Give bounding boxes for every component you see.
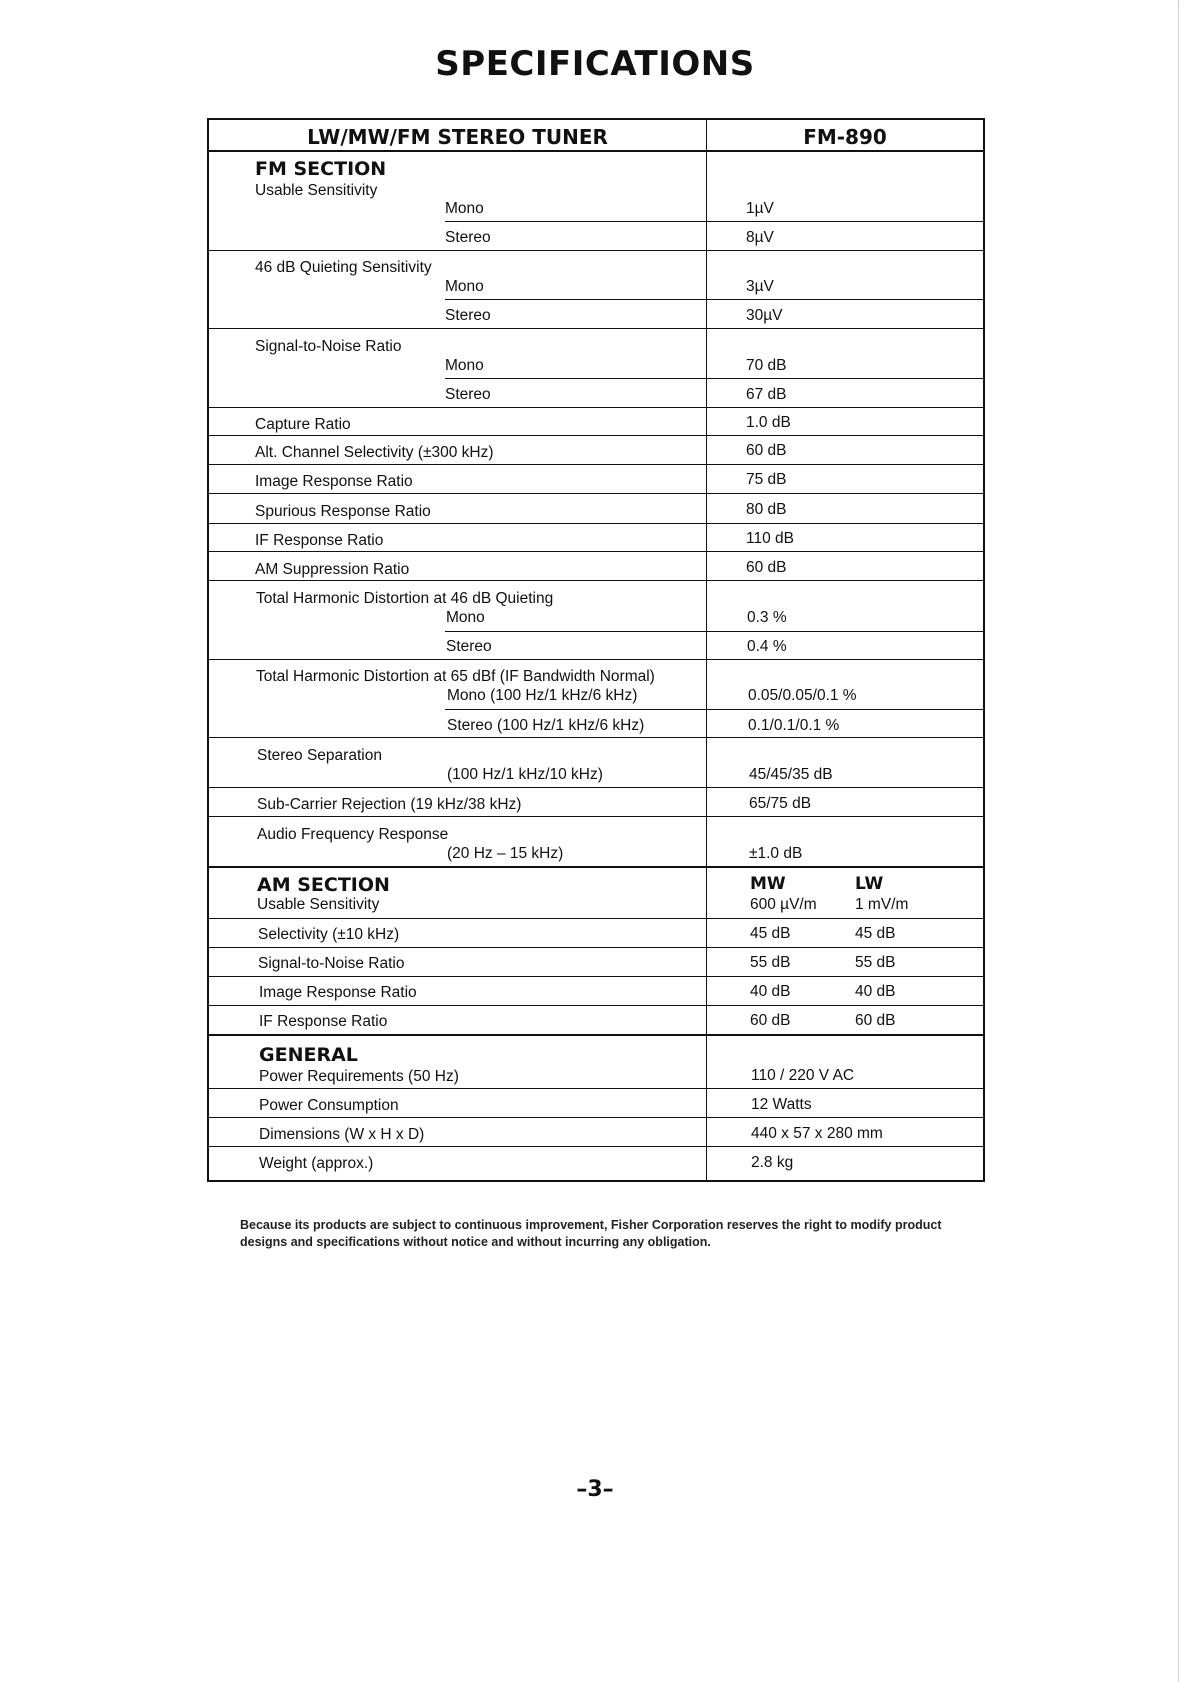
page-title: SPECIFICATIONS xyxy=(435,44,755,84)
am-usable-sensitivity-lw: 1 mV/m xyxy=(855,896,909,913)
fm-thd65-mono-value: 0.05/0.05/0.1 % xyxy=(748,687,857,704)
am-usable-sensitivity-mw: 600 µV/m xyxy=(750,896,817,913)
fm-quieting-label: 46 dB Quieting Sensitivity xyxy=(255,259,432,276)
fm-usable-sensitivity-stereo-value: 8µV xyxy=(746,229,774,246)
row-rule xyxy=(209,1146,983,1147)
header-rule xyxy=(209,150,983,152)
row-rule xyxy=(209,250,983,251)
fm-image-response-label: Image Response Ratio xyxy=(255,473,413,490)
row-rule xyxy=(209,1117,983,1118)
general-power-req-value: 110 / 220 V AC xyxy=(751,1067,855,1084)
fm-usable-sensitivity-mono-label: Mono xyxy=(445,200,484,217)
am-selectivity-label: Selectivity (±10 kHz) xyxy=(258,926,400,943)
fm-spurious-label: Spurious Response Ratio xyxy=(255,503,431,520)
row-rule xyxy=(209,407,983,408)
fm-separation-value: 45/45/35 dB xyxy=(749,766,833,783)
section-rule xyxy=(209,1034,983,1036)
am-snr-label: Signal-to-Noise Ratio xyxy=(258,955,405,972)
fm-freq-response-sub-label: (20 Hz – 15 kHz) xyxy=(447,845,564,862)
general-power-cons-value: 12 Watts xyxy=(751,1096,812,1113)
row-rule xyxy=(209,1088,983,1089)
general-section-heading: GENERAL xyxy=(259,1044,358,1066)
am-selectivity-lw: 45 dB xyxy=(855,925,896,942)
section-rule xyxy=(209,866,983,868)
am-lw-heading: LW xyxy=(855,874,884,894)
fm-thd46-stereo-label: Stereo xyxy=(446,638,492,655)
row-rule xyxy=(209,435,983,436)
fm-am-suppression-value: 60 dB xyxy=(746,559,787,576)
fm-thd65-stereo-label: Stereo (100 Hz/1 kHz/6 kHz) xyxy=(447,717,645,734)
row-rule xyxy=(445,709,983,710)
fm-quieting-stereo-label: Stereo xyxy=(445,307,491,324)
fm-freq-response-label: Audio Frequency Response xyxy=(257,826,449,843)
fm-quieting-mono-value: 3µV xyxy=(746,278,774,295)
row-rule xyxy=(209,816,983,817)
footnote: Because its products are subject to continuous improvement, Fisher Corporation reserves the right to modify product designs and specifications without notice and without incurring any obligation. xyxy=(240,1218,942,1249)
fm-subcarrier-label: Sub-Carrier Rejection (19 kHz/38 kHz) xyxy=(257,796,522,813)
page-edge-line xyxy=(1178,0,1179,1682)
row-rule xyxy=(209,523,983,524)
row-rule xyxy=(209,551,983,552)
row-rule xyxy=(445,221,983,222)
fm-alt-channel-label: Alt. Channel Selectivity (±300 kHz) xyxy=(255,444,494,461)
general-power-cons-label: Power Consumption xyxy=(259,1097,399,1114)
fm-usable-sensitivity-label: Usable Sensitivity xyxy=(255,182,378,199)
fm-if-response-label: IF Response Ratio xyxy=(255,532,384,549)
fm-snr-mono-label: Mono xyxy=(445,357,484,374)
fm-thd65-mono-label: Mono (100 Hz/1 kHz/6 kHz) xyxy=(447,687,638,704)
fm-snr-stereo-label: Stereo xyxy=(445,386,491,403)
fm-section-heading: FM SECTION xyxy=(255,158,387,180)
page-number: –3– xyxy=(576,1477,614,1502)
fm-quieting-mono-label: Mono xyxy=(445,278,484,295)
fm-thd65-label: Total Harmonic Distortion at 65 dBf (IF Bandwidth Normal) xyxy=(256,668,655,685)
row-rule xyxy=(445,631,983,632)
fm-thd46-mono-value: 0.3 % xyxy=(747,609,787,626)
fm-image-response-value: 75 dB xyxy=(746,471,787,488)
fm-snr-stereo-value: 67 dB xyxy=(746,386,787,403)
row-rule xyxy=(209,976,983,977)
row-rule xyxy=(209,787,983,788)
am-if-response-label: IF Response Ratio xyxy=(259,1013,388,1030)
fm-usable-sensitivity-stereo-label: Stereo xyxy=(445,229,491,246)
fm-snr-mono-value: 70 dB xyxy=(746,357,787,374)
model-header: FM-890 xyxy=(803,125,887,149)
fm-separation-sub-label: (100 Hz/1 kHz/10 kHz) xyxy=(447,766,603,783)
fm-thd65-stereo-value: 0.1/0.1/0.1 % xyxy=(748,717,840,734)
am-if-response-mw: 60 dB xyxy=(750,1012,791,1029)
general-dimensions-value: 440 x 57 x 280 mm xyxy=(751,1125,883,1142)
row-rule xyxy=(209,1005,983,1006)
row-rule xyxy=(209,464,983,465)
spec-table xyxy=(207,118,985,1182)
general-power-req-label: Power Requirements (50 Hz) xyxy=(259,1068,459,1085)
am-image-response-mw: 40 dB xyxy=(750,983,791,1000)
am-snr-lw: 55 dB xyxy=(855,954,896,971)
am-usable-sensitivity-label: Usable Sensitivity xyxy=(257,896,380,913)
fm-thd46-mono-label: Mono xyxy=(446,609,485,626)
fm-am-suppression-label: AM Suppression Ratio xyxy=(255,561,410,578)
fm-alt-channel-value: 60 dB xyxy=(746,442,787,459)
fm-capture-label: Capture Ratio xyxy=(255,416,351,433)
general-dimensions-label: Dimensions (W x H x D) xyxy=(259,1126,425,1143)
am-selectivity-mw: 45 dB xyxy=(750,925,791,942)
fm-thd46-stereo-value: 0.4 % xyxy=(747,638,787,655)
product-header: LW/MW/FM STEREO TUNER xyxy=(307,125,608,149)
fm-snr-label: Signal-to-Noise Ratio xyxy=(255,338,402,355)
general-weight-label: Weight (approx.) xyxy=(259,1155,374,1172)
fm-quieting-stereo-value: 30µV xyxy=(746,307,783,324)
am-image-response-lw: 40 dB xyxy=(855,983,896,1000)
am-snr-mw: 55 dB xyxy=(750,954,791,971)
row-rule xyxy=(445,299,983,300)
fm-freq-response-value: ±1.0 dB xyxy=(749,845,803,862)
fm-separation-label: Stereo Separation xyxy=(257,747,382,764)
row-rule xyxy=(209,659,983,660)
column-divider xyxy=(706,120,707,1180)
fm-spurious-value: 80 dB xyxy=(746,501,787,518)
fm-if-response-value: 110 dB xyxy=(746,530,794,547)
row-rule xyxy=(209,328,983,329)
am-section-heading: AM SECTION xyxy=(257,874,390,896)
row-rule xyxy=(209,580,983,581)
am-mw-heading: MW xyxy=(750,874,786,894)
fm-subcarrier-value: 65/75 dB xyxy=(749,795,812,812)
row-rule xyxy=(445,378,983,379)
fm-capture-value: 1.0 dB xyxy=(746,414,791,431)
general-weight-value: 2.8 kg xyxy=(751,1154,794,1171)
am-if-response-lw: 60 dB xyxy=(855,1012,896,1029)
row-rule xyxy=(209,947,983,948)
fm-thd46-label: Total Harmonic Distortion at 46 dB Quieting xyxy=(256,590,554,607)
row-rule xyxy=(209,918,983,919)
fm-usable-sensitivity-mono-value: 1µV xyxy=(746,200,774,217)
row-rule xyxy=(209,737,983,738)
row-rule xyxy=(209,493,983,494)
am-image-response-label: Image Response Ratio xyxy=(259,984,417,1001)
